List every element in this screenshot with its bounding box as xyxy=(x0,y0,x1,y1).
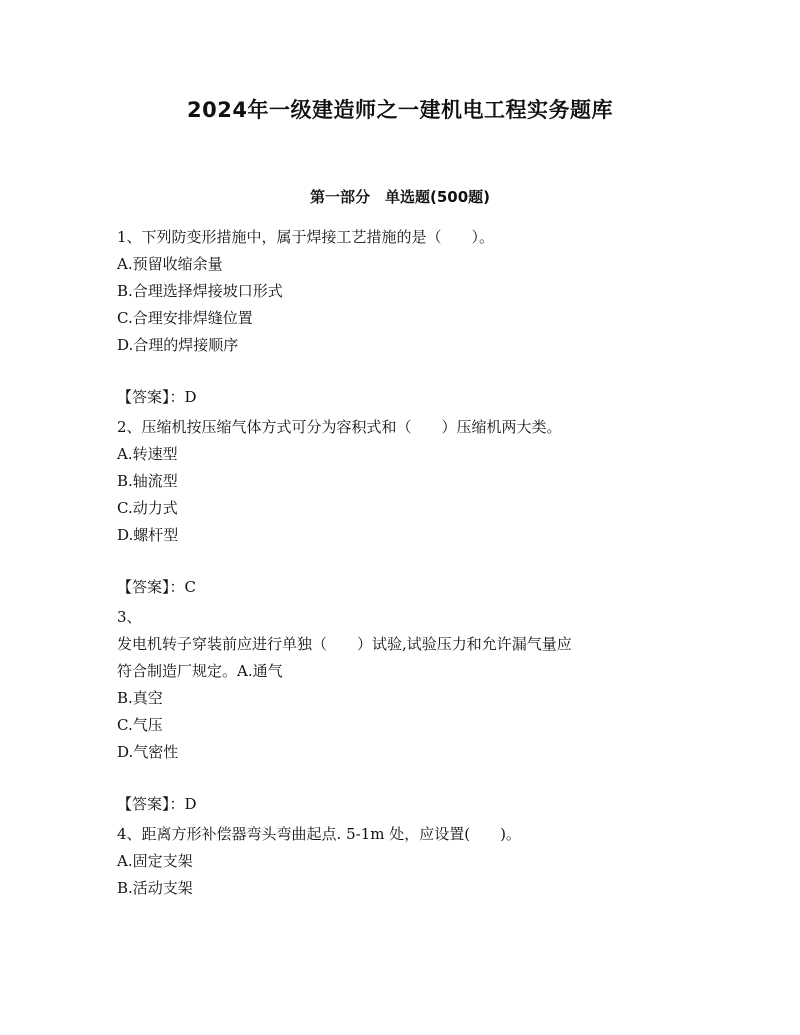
option-b: B.活动支架 xyxy=(117,879,193,897)
option-a: A.预留收缩余量 xyxy=(117,255,223,273)
question-list xyxy=(117,224,677,902)
question-4 xyxy=(117,821,677,902)
option-c: C.气压 xyxy=(117,716,163,734)
question-stem-continued: 符合制造厂规定。A.通气 xyxy=(117,662,283,680)
option-d: D.气密性 xyxy=(117,743,179,761)
question-2 xyxy=(117,414,677,601)
question-1 xyxy=(117,224,677,411)
question-stem: 2、压缩机按压缩气体方式可分为容积式和（ ）压缩机两大类。 xyxy=(117,418,562,436)
option-b: B.轴流型 xyxy=(117,472,178,490)
section-heading: 第一部分 单选题(500题) xyxy=(309,188,491,206)
question-3 xyxy=(117,604,677,818)
answer-line: 【答案】：D xyxy=(117,795,197,813)
question-stem: 4、距离方形补偿器弯头弯曲起点. 5-1m 处，应设置( )。 xyxy=(117,825,521,843)
question-stem: 1、下列防变形措施中，属于焊接工艺措施的是（ ）。 xyxy=(117,228,495,246)
document-title: 2024年一级建造师之一建机电工程实务题库 xyxy=(187,98,613,122)
option-b: B.合理选择焊接坡口形式 xyxy=(117,282,283,300)
option-d: D.螺杆型 xyxy=(117,526,179,544)
question-stem: 发电机转子穿装前应进行单独（ ）试验,试验压力和允许漏气量应 xyxy=(117,635,572,653)
option-a: A.转速型 xyxy=(117,445,178,463)
option-b: B.真空 xyxy=(117,689,163,707)
option-c: C.合理安排焊缝位置 xyxy=(117,309,253,327)
option-c: C.动力式 xyxy=(117,499,178,517)
option-a: A.固定支架 xyxy=(117,852,193,870)
answer-line: 【答案】：D xyxy=(117,388,197,406)
answer-line: 【答案】：C xyxy=(117,578,196,596)
question-number: 3、 xyxy=(117,608,142,626)
option-d: D.合理的焊接顺序 xyxy=(117,336,239,354)
